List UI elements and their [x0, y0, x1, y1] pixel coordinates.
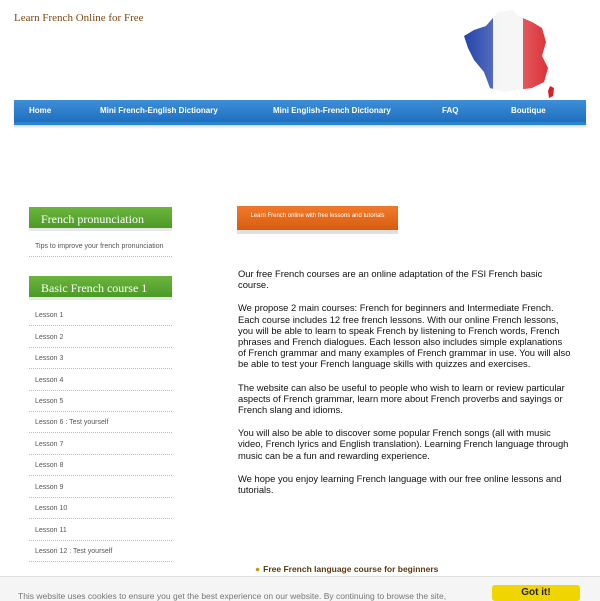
sidebar-link-lesson[interactable]: Lesson 4 — [29, 370, 172, 391]
usefulness-paragraph: The website can also be useful to people who wish to learn or review particular aspects of French grammar, learn more about French proverbs and sayings or French slang and idioms. — [238, 381, 565, 416]
sidebar-link-lesson[interactable]: Lesson 9 — [29, 477, 172, 498]
sidebar-link-lesson[interactable]: Lesson 2 — [29, 327, 172, 348]
sidebar-link-lesson[interactable]: Lesson 10 — [29, 498, 172, 519]
sidebar-link-lesson[interactable]: Lesson 7 — [29, 434, 172, 455]
sidebar-header-pronunciation: French pronunciation — [29, 207, 172, 231]
main-navbar — [14, 100, 586, 125]
site-title: Learn French Online for Free — [14, 12, 144, 24]
sidebar-link-lesson[interactable]: Lesson 3 — [29, 348, 172, 369]
nav-english-french-dictionary[interactable]: Mini English-French Dictionary — [273, 106, 391, 115]
course-link-beginners[interactable] — [255, 564, 438, 574]
courses-paragraph: We propose 2 main courses: French for beginners and Intermediate French. Each course includes 12 free french lessons. With our online French lessons, you will be able to learn to speak French by listening to French words, French phrases and French dialogues. Each lesson also includes simple explanations of French grammar and many examples of French grammar in use. You will also be able to test your French language skills with quizzes and exercises. — [238, 302, 571, 370]
nav-home[interactable]: Home — [29, 106, 52, 115]
cookie-banner — [0, 576, 600, 601]
sidebar-link-lesson[interactable]: Lesson 8 — [29, 455, 172, 476]
sidebar-link-lesson[interactable]: Lesson 1 — [29, 305, 172, 326]
sidebar-header-basic-course: Basic French course 1 — [29, 276, 172, 300]
sidebar-link-lesson[interactable]: Lesson 12 : Test yourself — [29, 541, 172, 562]
course-link-label: Free French language course for beginners — [263, 564, 439, 574]
cookie-text: This website uses cookies to ensure you get the best experience on our website. By continuing to browse the site, — [18, 591, 447, 601]
closing-paragraph: We hope you enjoy learning French language with our free online lessons and tutorials. — [238, 472, 562, 496]
bullet-icon: ● — [255, 564, 261, 574]
france-flag-map-icon — [460, 8, 560, 103]
sidebar-link-pronunciation-tips[interactable]: Tips to improve your french pronunciation — [29, 236, 172, 257]
intro-banner: Learn French online with free lessons and tutorials — [237, 206, 398, 234]
nav-french-english-dictionary[interactable]: Mini French-English Dictionary — [100, 106, 218, 115]
sidebar-link-lesson[interactable]: Lesson 6 : Test yourself — [29, 412, 172, 433]
nav-boutique[interactable]: Boutique — [511, 106, 546, 115]
sidebar-link-lesson[interactable]: Lesson 11 — [29, 520, 172, 541]
songs-paragraph: You will also be able to discover some popular French songs (all with music video, French lyrics and English translation). Learning French language through music can be a fun and rewarding experience. — [238, 427, 569, 461]
sidebar-link-lesson[interactable]: Lesson 5 — [29, 391, 172, 412]
nav-faq[interactable]: FAQ — [442, 106, 459, 115]
intro-paragraph: Our free French courses are an online adaptation of the FSI French basic course. — [238, 268, 543, 291]
cookie-accept-button[interactable]: Got it! — [492, 585, 580, 601]
main-content — [238, 268, 571, 507]
